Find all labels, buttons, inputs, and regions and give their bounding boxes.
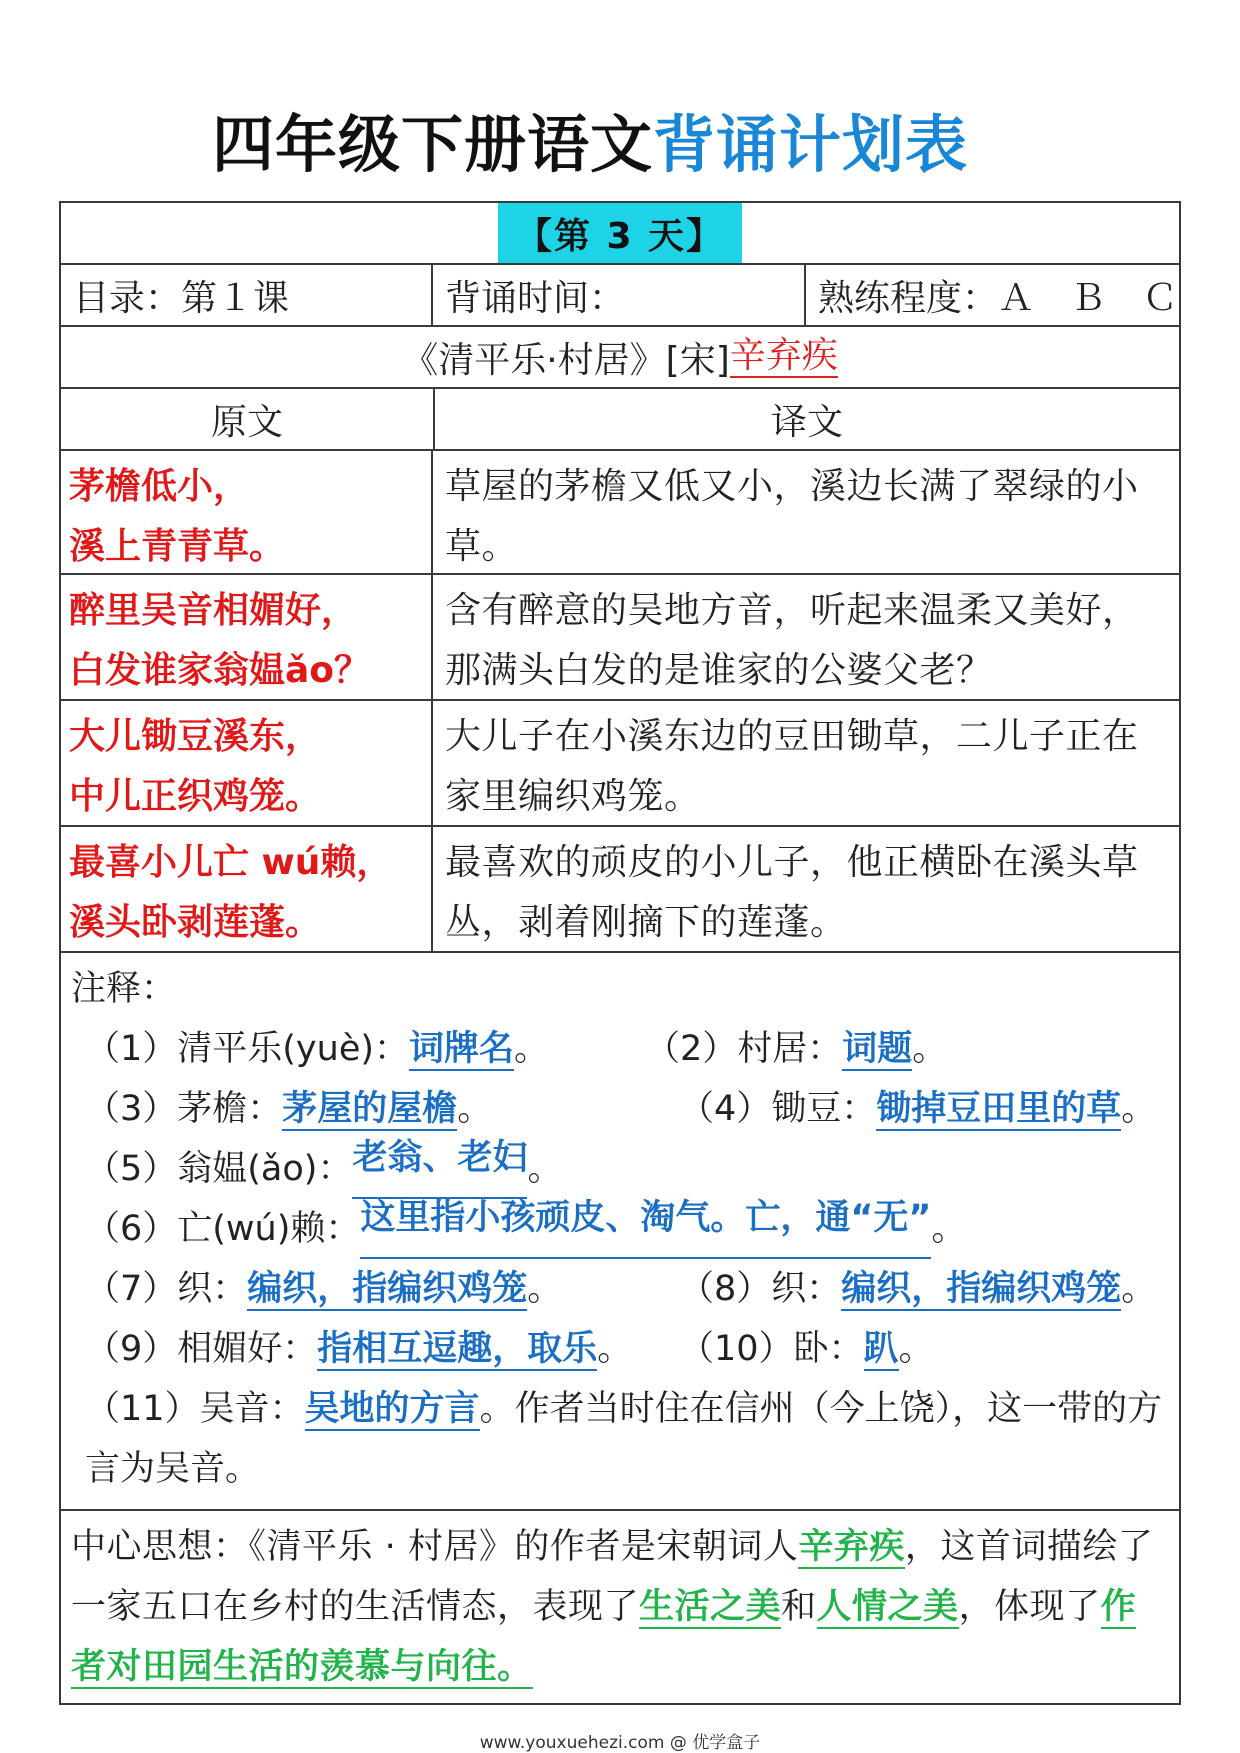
verse-original-line: 溪头卧剥莲蓬。 — [69, 902, 322, 943]
verse-original-line: 茅檐低小， — [69, 466, 250, 507]
note-line — [71, 1199, 1169, 1259]
note-punct: 。 — [1121, 1269, 1157, 1309]
note-term: （8）织： — [679, 1269, 842, 1309]
note-punct: 。 — [931, 1209, 967, 1249]
note-term: （2）村居： — [645, 1029, 843, 1069]
verse-row — [61, 451, 1179, 575]
note-punct: 。 — [912, 1029, 948, 1069]
note-punct: 。 — [527, 1269, 563, 1309]
poem-author: 辛弃疾 — [729, 335, 838, 377]
verse-original-line: 白发谁家翁媪ǎo？ — [69, 650, 371, 691]
note-term: （3）茅檐： — [85, 1089, 283, 1129]
verse-row — [61, 701, 1179, 827]
verse-original — [61, 451, 433, 573]
recite-time-cell: 背诵时间： — [433, 265, 806, 325]
note-item — [679, 1079, 1156, 1139]
proficiency-cell: 熟练程度：Ａ Ｂ Ｃ — [818, 277, 1179, 319]
note-term: （9）相媚好： — [85, 1329, 318, 1369]
summary-text: 中心思想：《清平乐 · 村居》的作者是宋朝词人 — [71, 1527, 799, 1567]
translation-header: 译文 — [770, 401, 843, 443]
column-header-row — [61, 389, 1179, 451]
verse-row — [61, 827, 1179, 953]
page-title-main: 四年级下册语文 — [211, 108, 653, 181]
original-header: 原文 — [61, 389, 435, 449]
note-term: （4）锄豆： — [679, 1089, 877, 1129]
note-item — [71, 1259, 679, 1319]
note-answer: 趴 — [863, 1329, 899, 1369]
central-idea-section — [61, 1511, 1179, 1703]
note-line — [71, 1379, 1169, 1499]
verse-original — [61, 701, 433, 825]
verse-original-line: 最喜小儿亡 wú赖， — [69, 842, 393, 883]
verse-original — [61, 827, 433, 951]
note-term: （1）清平乐(yuè)： — [85, 1029, 410, 1069]
notes-section — [61, 953, 1179, 1511]
poem-title: 《清平乐·村居》 — [402, 339, 666, 381]
note-line — [71, 1019, 1169, 1079]
verse-translation: 含有醉意的吴地方音，听起来温柔又美好，那满头白发的是谁家的公婆父老？ — [445, 590, 1139, 691]
note-detail: 。作者当时住在信州（今上饶），这一带的方言为吴音。 — [85, 1389, 1163, 1489]
verse-original-line: 中儿正织鸡笼。 — [69, 776, 322, 817]
poem-dynasty: [宋] — [665, 339, 730, 381]
note-answer: 编织，指编织鸡笼 — [841, 1269, 1122, 1309]
note-item — [71, 1319, 679, 1379]
page-title-highlight: 背诵计划表 — [653, 108, 969, 181]
summary-text: ，体现了 — [958, 1587, 1101, 1627]
note-item — [71, 1019, 645, 1079]
day-badge: 【第 3 天】 — [498, 203, 742, 263]
note-punct: 。 — [514, 1029, 550, 1069]
note-punct: 。 — [527, 1149, 563, 1189]
note-answer: 吴地的方言 — [304, 1389, 480, 1429]
summary-answer: 作者对田园生活的羡慕与向往。 — [71, 1587, 1137, 1687]
note-line — [71, 1319, 1169, 1379]
note-punct: 。 — [1121, 1089, 1157, 1129]
summary-text: ，这首词描绘了一家五口在乡村的生活情态，表现了 — [71, 1527, 1154, 1627]
note-term: （5）翁媪(ǎo)： — [85, 1149, 353, 1189]
note-term: （11）吴音： — [85, 1389, 305, 1429]
verse-translation: 大儿子在小溪东边的豆田锄草，二儿子正在家里编织鸡笼。 — [445, 716, 1139, 817]
recite-plan-table — [59, 201, 1181, 1705]
notes-label: 注释： — [71, 969, 177, 1009]
note-answer: 老翁、老妇 — [352, 1139, 527, 1199]
summary-answer: 人情之美 — [816, 1587, 959, 1627]
verse-original-line: 大儿锄豆溪东， — [69, 716, 322, 757]
note-term: （7）织： — [85, 1269, 248, 1309]
note-punct: 。 — [898, 1329, 934, 1369]
note-line — [71, 1259, 1169, 1319]
note-term: （10）卧： — [679, 1329, 864, 1369]
note-line — [71, 1079, 1169, 1139]
verse-row — [61, 575, 1179, 701]
verse-original-line: 醉里吴音相媚好， — [69, 590, 358, 631]
verse-translation: 草屋的茅檐又低又小，溪边长满了翠绿的小草。 — [445, 466, 1139, 567]
note-item — [71, 1079, 679, 1139]
verse-translation: 最喜欢的顽皮的小儿子，他正横卧在溪头草丛，剥着刚摘下的莲蓬。 — [445, 842, 1139, 943]
note-term: （6）亡(wú)赖： — [85, 1209, 361, 1249]
catalog-cell: 目录：第１课 — [61, 265, 433, 325]
note-answer: 词题 — [842, 1029, 913, 1069]
note-answer: 指相互逗趣，取乐 — [317, 1329, 598, 1369]
note-item — [679, 1319, 934, 1379]
day-row — [61, 203, 1179, 265]
note-line — [71, 1139, 1169, 1199]
note-punct: 。 — [457, 1089, 493, 1129]
info-row — [61, 265, 1179, 327]
note-punct: 。 — [597, 1329, 633, 1369]
verse-original — [61, 575, 433, 699]
footer-watermark: www.youxuehezi.com @ 优学盒子 — [479, 1733, 761, 1753]
note-answer: 词牌名 — [409, 1029, 515, 1069]
note-item — [679, 1259, 1156, 1319]
note-item — [645, 1019, 947, 1079]
summary-text: 和 — [781, 1587, 817, 1627]
verse-original-line: 溪上青青草。 — [69, 526, 286, 567]
summary-answer: 生活之美 — [639, 1587, 782, 1627]
poem-title-row — [61, 327, 1179, 389]
page-title — [0, 95, 1180, 184]
note-answer: 这里指小孩顽皮、淘气。亡，通“无” — [360, 1199, 931, 1259]
summary-author: 辛弃疾 — [798, 1527, 905, 1567]
note-answer: 茅屋的屋檐 — [282, 1089, 458, 1129]
note-answer: 编织，指编织鸡笼 — [247, 1269, 528, 1309]
note-answer: 锄掉豆田里的草 — [876, 1089, 1122, 1129]
